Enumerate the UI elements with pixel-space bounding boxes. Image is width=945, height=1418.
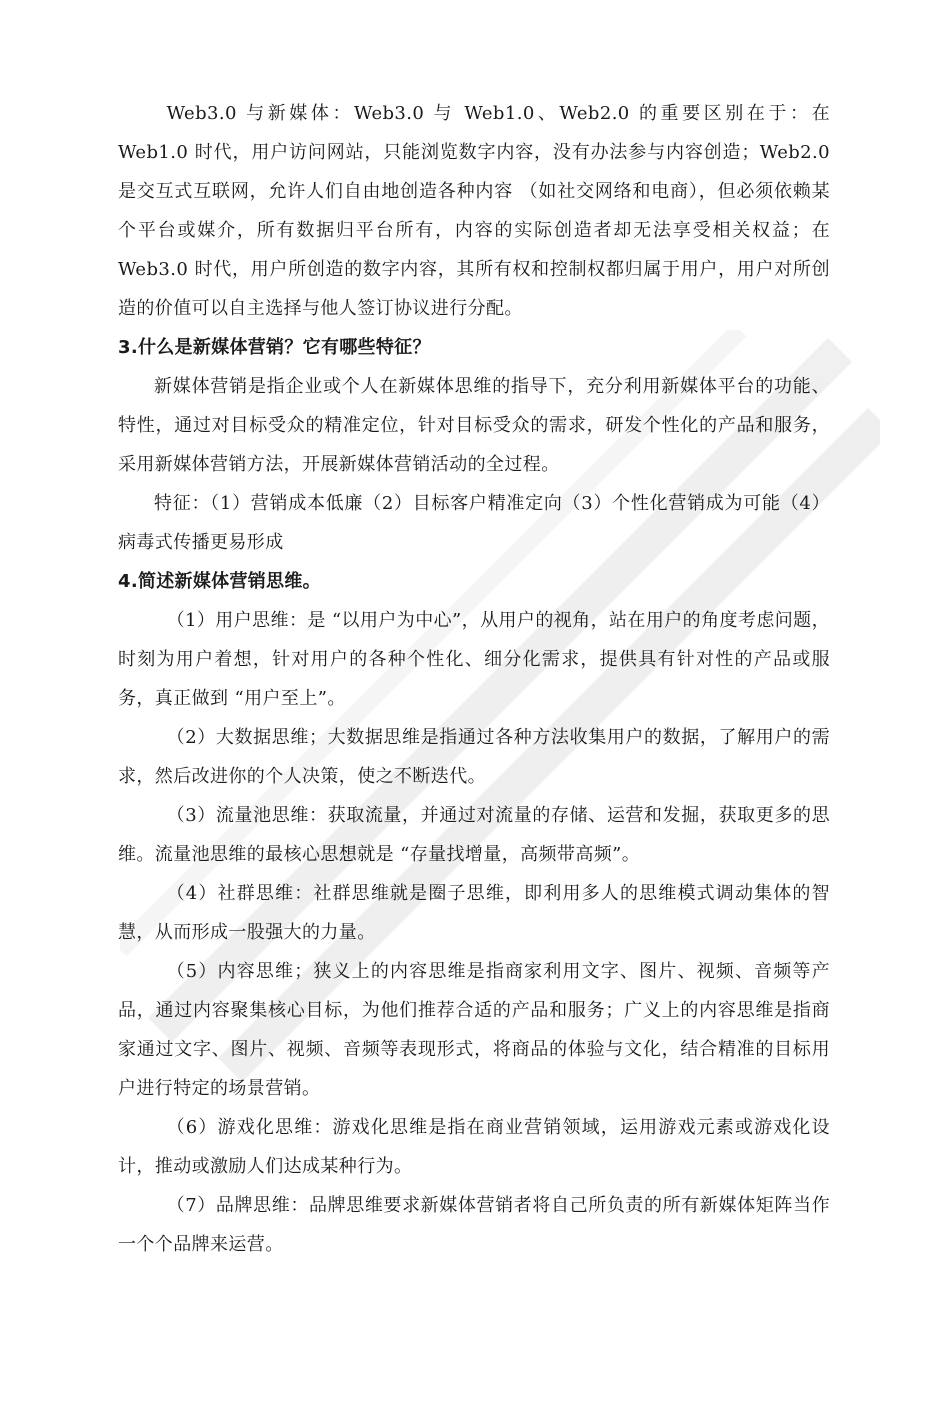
thinking-item-brand: （7）品牌思维：品牌思维要求新媒体营销者将自己所负责的所有新媒体矩阵当作一个个品牌来运营。: [118, 1195, 830, 1255]
thinking-item-community: （4）社群思维：社群思维就是圈子思维，即利用多人的思维模式调动集体的智慧，从而形成一股强大的力量。: [118, 883, 830, 943]
thinking-item-traffic-pool: （3）流量池思维：获取流量，并通过对流量的存储、运营和发掘，获取更多的思维。流量池思维的最核心思想就是 “存量找增量，高频带高频”。: [118, 805, 830, 865]
section-4-heading: 4.简述新媒体营销思维。: [118, 571, 321, 592]
web3-paragraph: Web3.0 与新媒体：Web3.0 与 Web1.0、Web2.0 的重要区别在于：在 Web1.0 时代，用户访问网站，只能浏览数字内容，没有办法参与内容创造；Web2.0 是交互式互联网，允许人们自由地创造各种内容 （如社交网络和电商），但必须依赖某个平台或媒介，所有数据归平台所有，内容的实际创造者却无法享受相关权益；在 Web3.0 时代，用户所创造的数字内容，其所有权和控制权都归属于用户，用户对所创造的价值可以自主选择与他人签订协议进行分配。: [118, 103, 830, 319]
section-3-definition: 新媒体营销是指企业或个人在新媒体思维的指导下，充分利用新媒体平台的功能、特性，通过对目标受众的精准定位，针对目标受众的需求，研发个性化的产品和服务，采用新媒体营销方法，开展新媒体营销活动的全过程。: [118, 376, 830, 475]
thinking-item-content: （5）内容思维；狭义上的内容思维是指商家利用文字、图片、视频、音频等产品，通过内容聚集核心目标，为他们推荐合适的产品和服务；广义上的内容思维是指商家通过文字、图片、视频、音频等表现形式，将商品的体验与文化，结合精准的目标用户进行特定的场景营销。: [118, 961, 830, 1099]
thinking-item-user: （1）用户思维：是 “以用户为中心”，从用户的视角，站在用户的角度考虑问题，时刻为用户着想，针对用户的各种个性化、细分化需求，提供具有针对性的产品或服务，真正做到 “用户至上”。: [118, 610, 830, 709]
section-3-features: 特征：（1）营销成本低廉（2）目标客户精准定向（3）个性化营销成为可能（4）病毒式传播更易形成: [118, 493, 830, 553]
thinking-item-gamification: （6）游戏化思维：游戏化思维是指在商业营销领域，运用游戏元素或游戏化设计，推动或激励人们达成某种行为。: [118, 1117, 830, 1177]
document-page: [118, 94, 830, 1264]
section-3-heading: 3.什么是新媒体营销？它有哪些特征？: [118, 337, 431, 358]
thinking-item-big-data: （2）大数据思维；大数据思维是指通过各种方法收集用户的数据，了解用户的需求，然后改进你的个人决策，使之不断迭代。: [118, 727, 830, 787]
